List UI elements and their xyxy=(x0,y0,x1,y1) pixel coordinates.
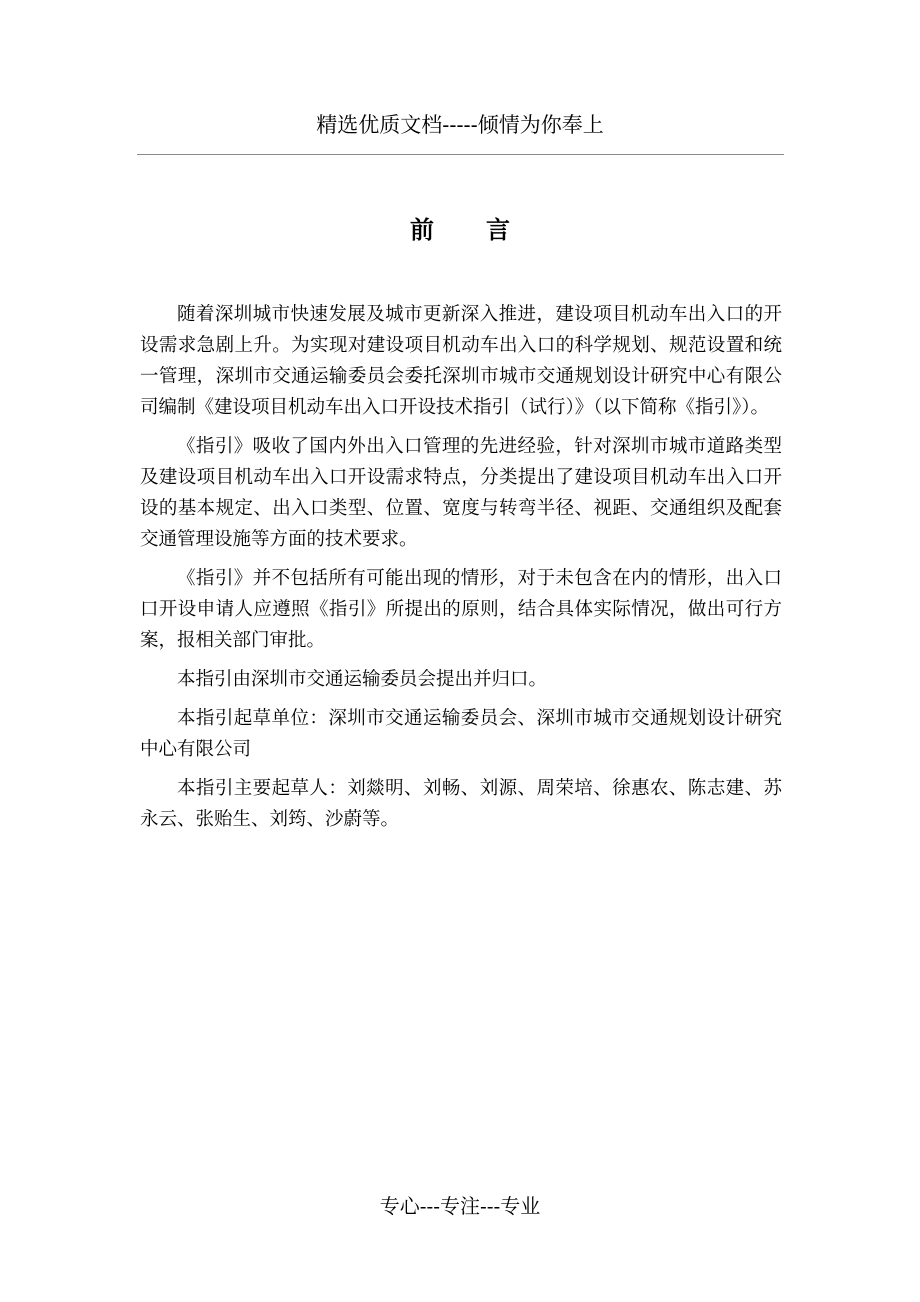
paragraph-proposer: 本指引由深圳市交通运输委员会提出并归口。 xyxy=(177,669,548,690)
document-body xyxy=(140,299,782,843)
title-char-2: 言 xyxy=(486,216,510,244)
title-char-1: 前 xyxy=(410,216,434,244)
paragraph-drafting-units: 本指引起草单位：深圳市交通运输委员会、深圳市城市交通规划设计研究中心有限公司 xyxy=(140,708,782,760)
page-title xyxy=(0,210,920,250)
paragraph-intro: 随着深圳城市快速发展及城市更新深入推进，建设项目机动车出入口的开设需求急剧上升。为实现对建设项目机动车出入口的科学规划、规范设置和统一管理，深圳市交通运输委员会委托深圳市城市交通规划设计研究中心有限公司编制《建设项目机动车出入口开设技术指引（试行）》（以下简称《指引》）。 xyxy=(140,304,782,418)
paragraph-drafters: 本指引主要起草人：刘燚明、刘畅、刘源、周荣培、徐惠农、陈志建、苏永云、张贻生、刘筠、沙蔚等。 xyxy=(140,778,782,830)
page-footer: 专心---专注---专业 xyxy=(379,1194,541,1218)
page-header: 精选优质文档-----倾情为你奉上 xyxy=(316,113,604,137)
header-divider xyxy=(137,154,784,155)
paragraph-content: 《指引》吸收了国内外出入口管理的先进经验，针对深圳市城市道路类型及建设项目机动车出入口开设需求特点，分类提出了建设项目机动车出入口开设的基本规定、出入口类型、位置、宽度与转弯半径、视距、交通组织及配套交通管理设施等方面的技术要求。 xyxy=(140,436,782,550)
paragraph-scope: 《指引》并不包括所有可能出现的情形，对于未包含在内的情形，出入口口开设申请人应遵照《指引》所提出的原则，结合具体实际情况，做出可行方案，报相关部门审批。 xyxy=(140,568,782,651)
